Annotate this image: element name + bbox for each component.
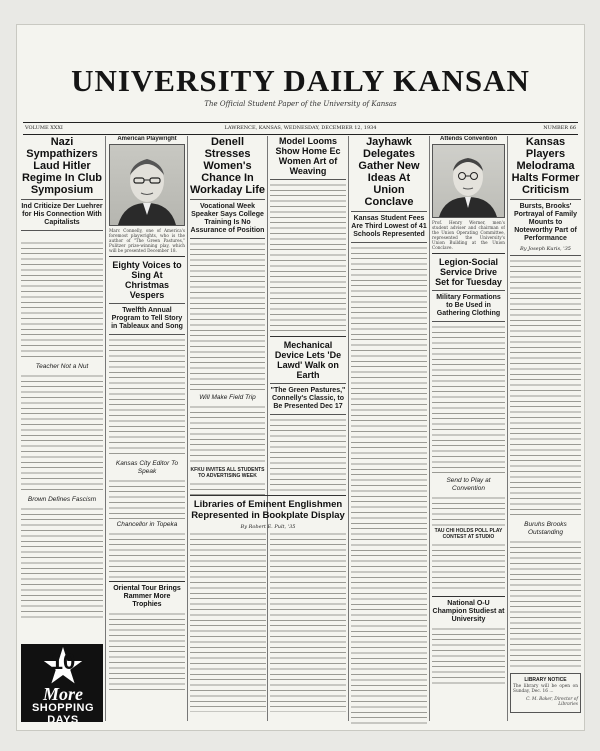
library-notice-body: The library will be open on Sunday, Dec. 16 ... [513,684,578,695]
article-text-block [270,532,346,712]
article-text-block [270,418,346,491]
editor-subhead: Kansas City Editor To Speak [115,460,179,475]
kfku-subhead: KFKU INVITES ALL STUDENTS TO ADVERTISING WEEK [190,467,265,479]
column-rule [507,136,508,721]
shopping-days-ad [21,644,103,722]
jayhawk-subhead: Kansas Student Fees Are Third Lowest of 41 Schools Represented [351,215,427,238]
article-text-block [21,241,103,361]
article-text-block [190,482,265,496]
newspaper-page [16,24,585,731]
green-pastures-subhead: "The Green Pastures," Connelly's Classic, to Be Presented Dec 17 [270,387,346,410]
volume-label: VOLUME XXXI [25,125,63,131]
article-text-block [109,338,185,458]
vespers-headline: Eighty Voices to Sing At Christmas Vespers [112,260,182,300]
column-rule [105,136,106,721]
divider [109,303,185,304]
ad-number: 10 [50,649,76,674]
article-text-block [351,246,427,726]
brooks-subhead: Buruhs Brooks Outstanding [524,521,567,536]
nazi-subhead: Ind Criticize Der Luehrer for His Connection With Capitalists [21,203,103,226]
werner-photo [432,144,505,218]
divider [109,581,185,582]
article-text-block [510,259,581,519]
divider [109,256,185,257]
article-text-block [432,627,505,687]
photo-label: Attends Convention [440,136,497,142]
body-text [21,234,103,239]
ad-word-shopping: SHOPPING [31,702,95,714]
connelly-photo [109,144,185,226]
article-text-block [510,540,581,670]
column-rule [348,136,349,721]
column-1 [21,136,103,726]
photo-label: American Playwright [117,136,177,142]
divider [109,334,185,335]
divider [510,255,581,256]
divider [510,199,581,200]
divider [432,321,505,322]
newspaper-subtitle: The Official Student Paper of the University of Kansas [204,100,397,108]
portrait-icon [433,145,504,217]
divider [21,230,103,231]
column-rule [429,136,430,721]
players-byline: By Joseph Kuris, '35 [520,246,571,252]
divider [190,238,265,239]
nazi-headline: Nazi Sympathizers Laud Hitler Regime In Club Symposium [21,136,103,196]
divider [270,336,346,337]
teacher-subhead: Teacher Not a Nut [35,363,89,371]
players-subhead: Bursts, Brooks' Portrayal of Family Mounts to Noteworthy Part of Performance [513,203,578,242]
jayhawk-headline: Jayhawk Delegates Gather New Ideas At Union Conclave [358,136,420,208]
masthead [17,63,584,108]
column-rule [187,136,188,721]
connelly-caption: Marc Connelly, one of America's foremost playwrights, who is the author of "The Green Pastures," Pulitzer prize-winning play, which will be presented December 18. [109,228,185,253]
chancellor-subhead: Chancellor in Topeka [116,521,178,528]
denell-headline: Denell Stresses Women's Chance In Workaday Life [190,136,265,196]
convention-subhead: Send to Play at Convention [446,477,491,492]
portrait-icon [110,145,184,225]
divider [270,179,346,180]
divider [351,211,427,212]
legion-subhead: Military Formations to Be Used in Gathering Clothing [436,294,501,317]
date-label: LAWRENCE, KANSAS, WEDNESDAY, DECEMBER 12, 1934 [224,125,377,131]
library-notice-signature: C. M. Baker, Director of Libraries [526,696,578,708]
libraries-article [190,495,346,725]
column-4 [270,136,346,491]
ad-word-more: More [43,684,83,704]
libraries-headline: Libraries of Eminent Englishmen Represented in Bookplate Display [191,499,345,521]
divider [190,199,265,200]
article-text-block [270,183,346,333]
column-2 [109,136,185,726]
library-notice-box [510,673,581,713]
article-text-block [21,374,103,494]
divider [432,290,505,291]
trophies-headline: Oriental Tour Brings Rammer More Trophies [113,585,181,608]
article-text-block [190,532,266,712]
column-6 [432,136,505,726]
divider [190,495,346,496]
ad-word-days: DAYS [47,714,79,722]
divider [432,253,505,254]
article-text-block [432,496,505,526]
column-3 [190,136,265,496]
divider [21,199,103,200]
article-text-block [432,325,505,475]
legion-headline: Legion-Social Service Drive Set for Tuesday [435,257,502,287]
vespers-subhead: Twelfth Annual Program to Tell Story in Tableaux and Song [111,307,183,330]
players-headline: Kansas Players Melodrama Halts Former Criticism [511,136,580,196]
divider [270,414,346,415]
column-7 [510,136,581,726]
article-text-block [21,507,103,619]
field-trip-subhead: Will Make Field Trip [199,394,256,401]
column-5 [351,136,427,726]
article-text-block [190,405,265,465]
divider [432,596,505,597]
article-text-block [190,242,265,392]
issue-number: NUMBER 66 [543,125,576,131]
tau-chi-subhead: TAU CHI HOLDS POLL PLAY CONTEST AT STUDIO [434,528,503,540]
denell-subhead: Vocational Week Speaker Says College Training Is No Assurance of Position [190,203,265,234]
library-notice-title: LIBRARY NOTICE [524,677,567,683]
looms-headline: Model Looms Show Home Ec Women Art of Weaving [275,136,341,176]
werner-caption: Prof. Henry Werner, men's student adviser and chairman of the Union Operating Committee, represented the University's Union Building at the Union Conclave. [432,220,505,250]
divider [351,242,427,243]
article-text-block [109,532,185,578]
dateline-bar [23,122,578,135]
article-text-block [109,612,185,692]
libraries-byline: By Robert E. Pult, '35 [240,524,296,530]
article-text-block [432,543,505,593]
article-text-block [109,479,185,519]
champion-subhead: National O-U Champion Studiest at University [432,600,505,623]
fascism-subhead: Brown Defines Fascism [27,496,97,504]
divider [270,383,346,384]
newspaper-title: UNIVERSITY DAILY KANSAN [71,63,530,98]
de-lawd-headline: Mechanical Device Lets 'De Lawd' Walk on Earth [274,340,342,380]
